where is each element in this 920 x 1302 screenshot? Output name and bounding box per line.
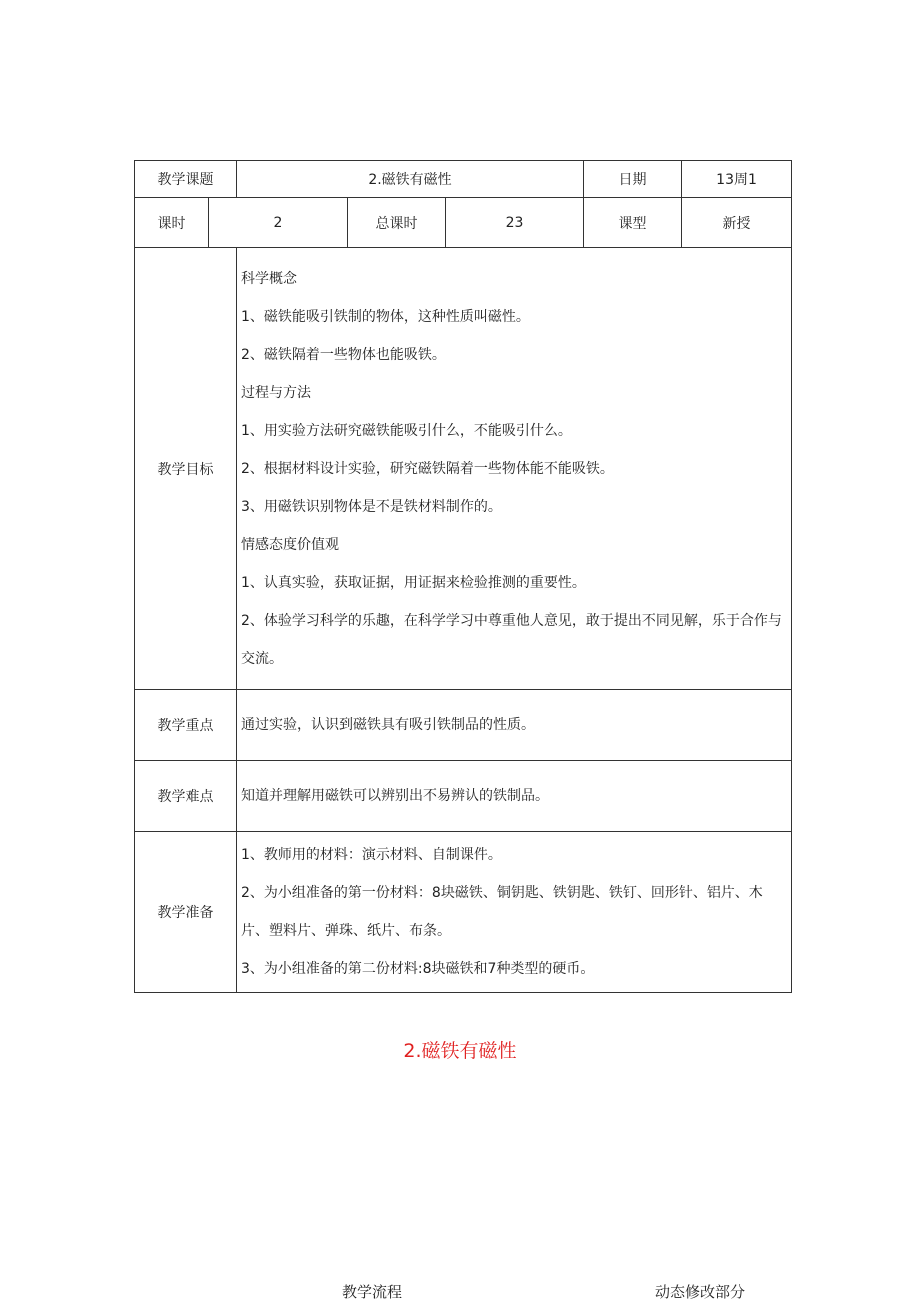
- objective-line: 科学概念: [241, 270, 297, 287]
- objective-line: 1、用实验方法研究磁铁能吸引什么，不能吸引什么。: [241, 422, 572, 439]
- objectives-label: 教学目标: [135, 248, 237, 690]
- objective-line: 3、用磁铁识别物体是不是铁材料制作的。: [241, 498, 502, 515]
- table-row: [135, 248, 792, 690]
- table-row: [135, 198, 792, 248]
- objective-line: 过程与方法: [241, 384, 311, 401]
- total-periods-value: 23: [446, 198, 584, 248]
- key-points-value: 通过实验，认识到磁铁具有吸引铁制品的性质。: [241, 717, 535, 733]
- topic-label: 教学课题: [135, 161, 237, 198]
- period-label: 课时: [135, 198, 209, 248]
- preparation-content: [237, 832, 792, 993]
- preparation-line: 2、为小组准备的第一份材料：8块磁铁、铜钥匙、铁钥匙、铁钉、回形针、铝片、木片、塑料片、弹珠、纸片、布条。: [241, 885, 763, 939]
- objective-line: 2、根据材料设计实验，研究磁铁隔着一些物体能不能吸铁。: [241, 460, 614, 477]
- key-points-label: 教学重点: [135, 690, 237, 761]
- objective-line: 1、认真实验，获取证据，用证据来检验推测的重要性。: [241, 574, 586, 591]
- teaching-process-label: 教学流程: [342, 1283, 403, 1301]
- period-value: 2: [209, 198, 348, 248]
- lesson-plan-table: [134, 160, 792, 993]
- preparation-line: 3、为小组准备的第二份材料:8块磁铁和7种类型的硬币。: [241, 961, 595, 977]
- date-label: 日期: [584, 161, 682, 198]
- difficulties-value: 知道并理解用磁铁可以辨别出不易辨认的铁制品。: [241, 788, 549, 804]
- difficulties-content: [237, 761, 792, 832]
- difficulties-label: 教学难点: [135, 761, 237, 832]
- objectives-content: [237, 248, 792, 690]
- total-periods-label: 总课时: [348, 198, 446, 248]
- key-points-content: [237, 690, 792, 761]
- date-value: 13周1: [682, 161, 792, 198]
- preparation-line: 1、教师用的材料：演示材料、自制课件。: [241, 847, 502, 863]
- table-row: [135, 690, 792, 761]
- lesson-type-label: 课型: [584, 198, 682, 248]
- table-row: [135, 832, 792, 993]
- lesson-type-value: 新授: [682, 198, 792, 248]
- objective-line: 2、体验学习科学的乐趣，在科学学习中尊重他人意见，敢于提出不同见解，乐于合作与交流。: [241, 612, 782, 667]
- table-row: [135, 161, 792, 198]
- objective-line: 情感态度价值观: [241, 536, 339, 553]
- objective-line: 1、磁铁能吸引铁制的物体，这种性质叫磁性。: [241, 308, 530, 325]
- topic-value: 2.磁铁有磁性: [237, 161, 584, 198]
- dynamic-revision-label: 动态修改部分: [655, 1283, 746, 1301]
- preparation-label: 教学准备: [135, 832, 237, 993]
- objective-line: 2、磁铁隔着一些物体也能吸铁。: [241, 346, 446, 363]
- table-row: [135, 761, 792, 832]
- document-title: 2.磁铁有磁性: [403, 1040, 517, 1062]
